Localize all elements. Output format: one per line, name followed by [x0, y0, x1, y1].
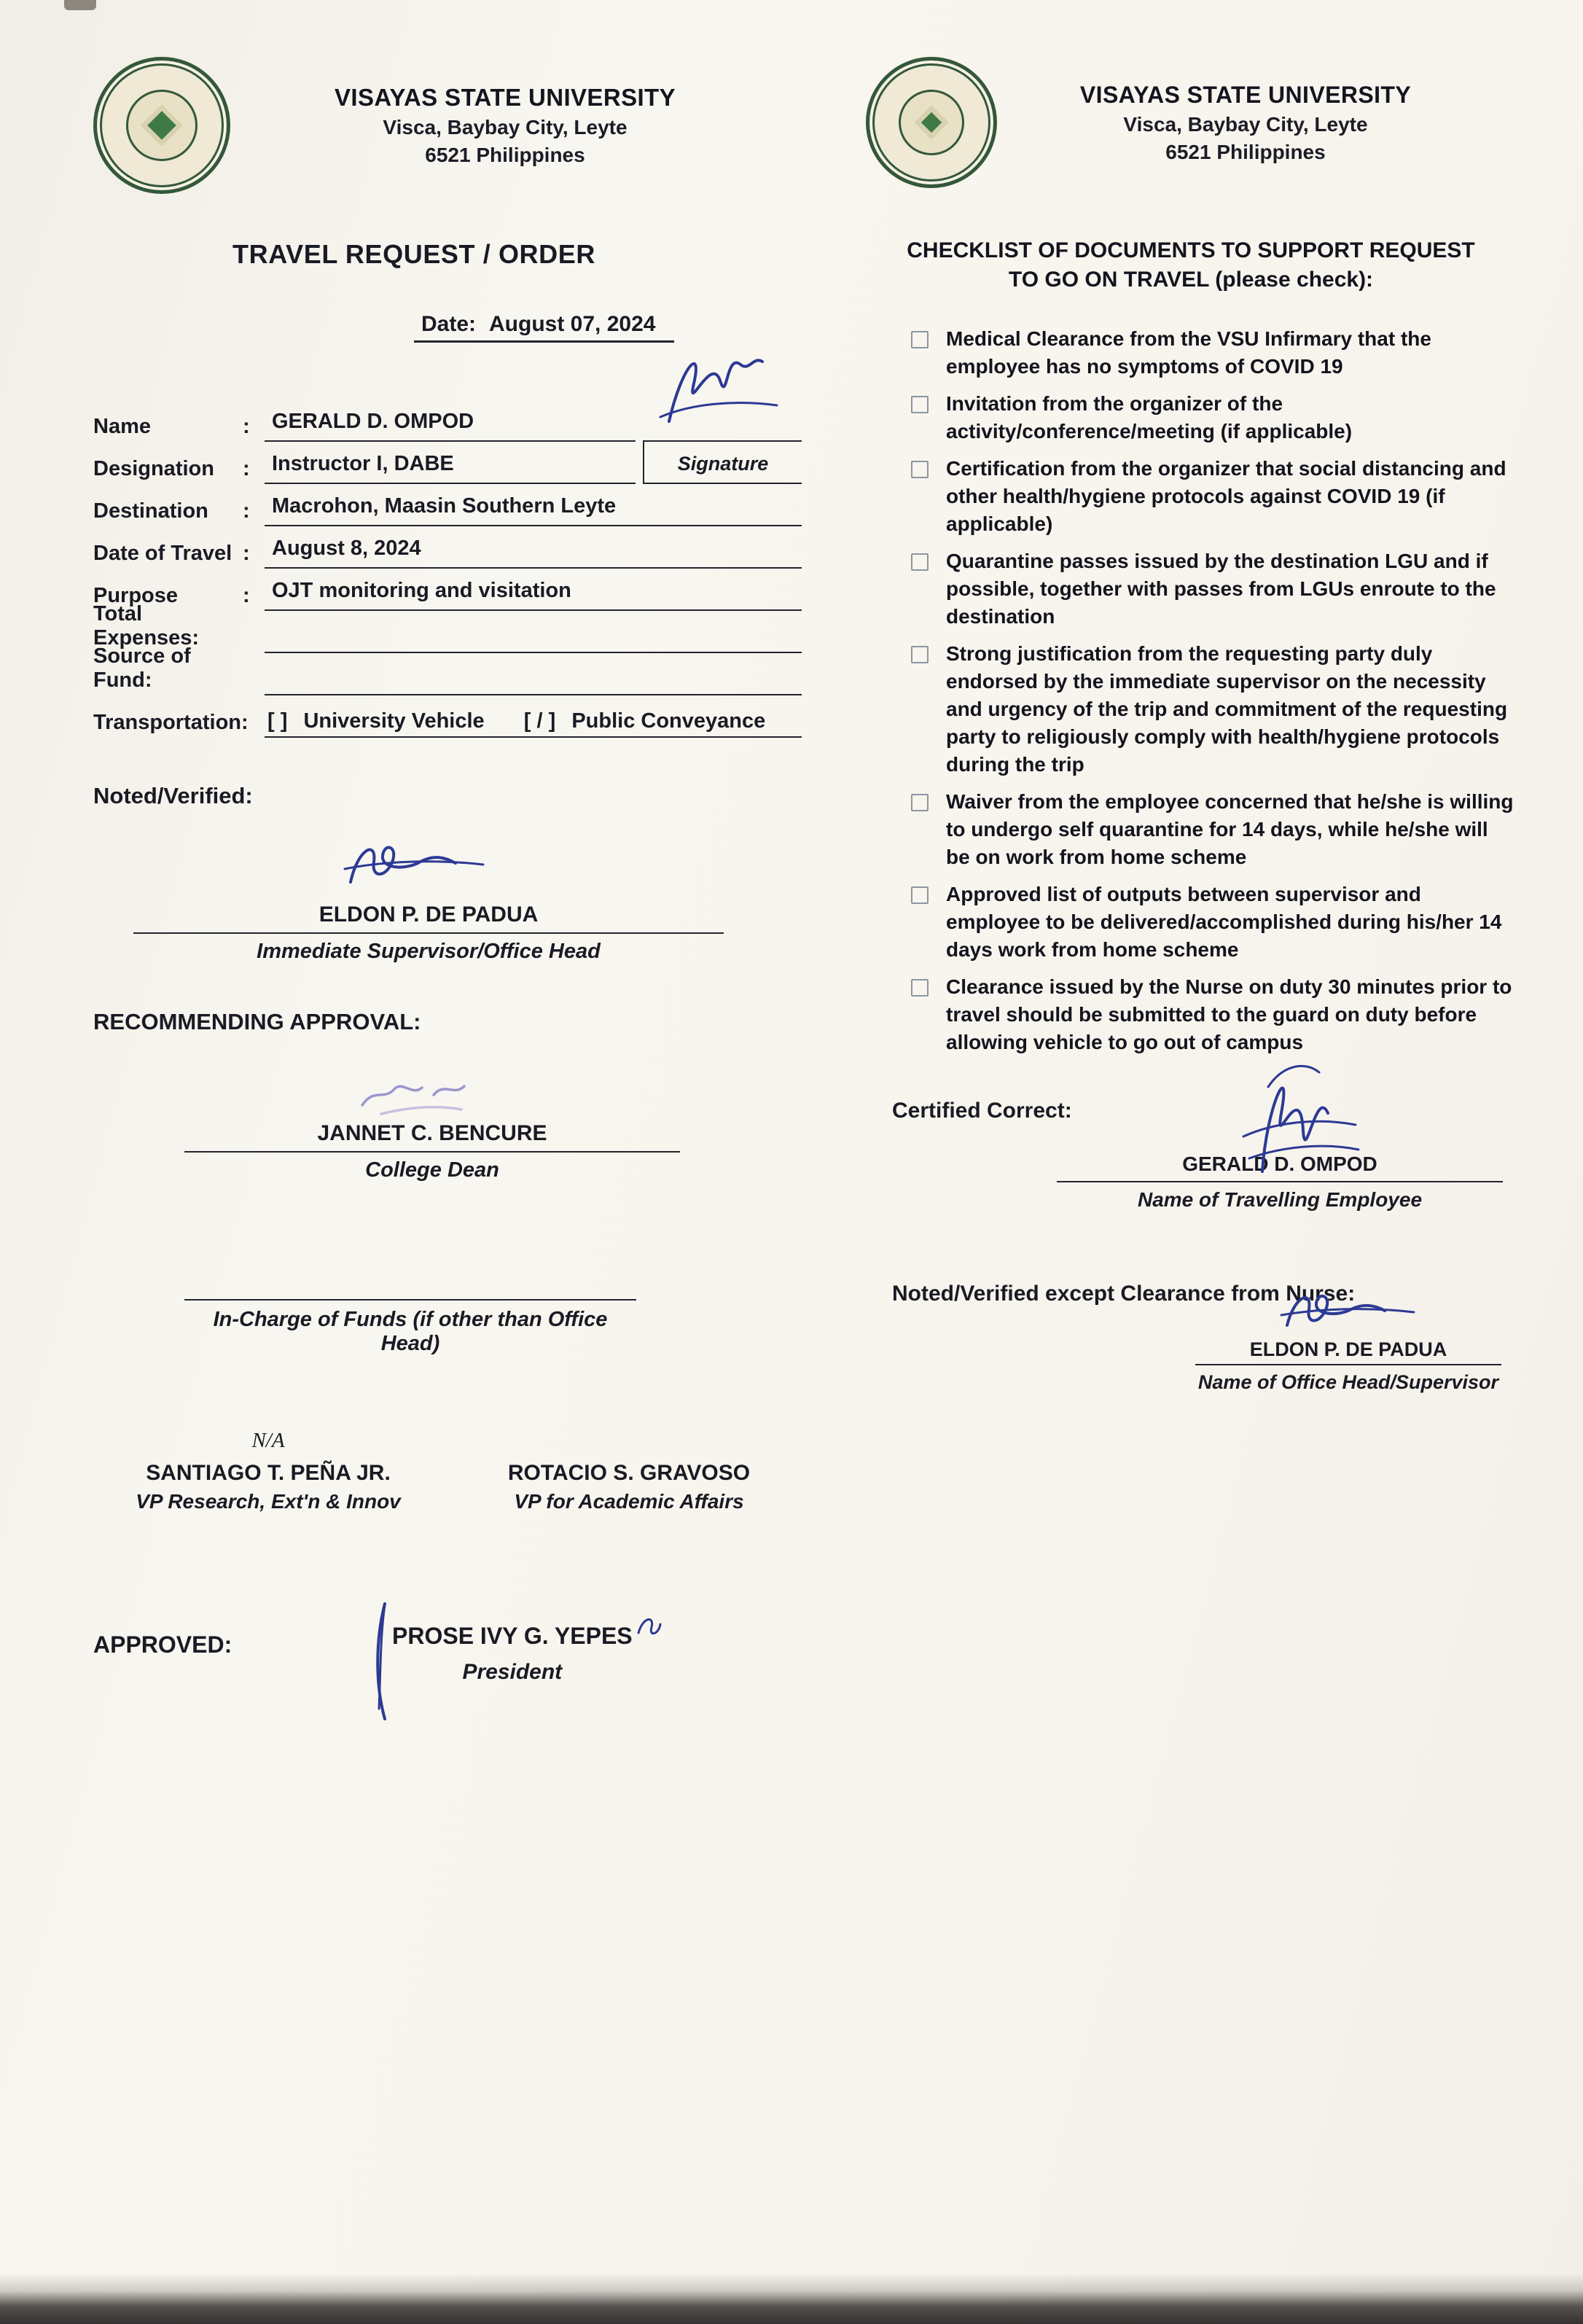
recommending-approval-label: RECOMMENDING APPROVAL: — [93, 1009, 421, 1034]
signature-gerald-icon — [1224, 1043, 1377, 1189]
checklist-item-text: Medical Clearance from the VSU Infirmary that the employee has no symptoms of COVID 19 — [946, 327, 1431, 378]
office-head-name: ELDON P. DE PADUA — [1195, 1338, 1501, 1365]
signature-jannet-icon — [352, 1076, 498, 1127]
seal-diamond-icon — [915, 106, 947, 139]
field-colon: : — [243, 457, 250, 480]
university-header-right — [866, 57, 1516, 188]
field-value — [265, 663, 802, 695]
field-colon — [243, 693, 265, 695]
travel-request-form — [93, 57, 802, 1685]
checkbox-icon — [911, 794, 929, 811]
signature-president-flourish-icon — [633, 1611, 665, 1643]
university-name: VISAYAS STATE UNIVERSITY — [334, 84, 676, 111]
checkbox-icon — [911, 461, 929, 478]
field-colon: : — [243, 542, 250, 565]
signature-gerald-icon — [647, 335, 793, 445]
checkbox-icon — [911, 979, 929, 997]
checkbox-icon — [911, 886, 929, 904]
funds-in-charge-block — [184, 1268, 636, 1356]
field-label: Source of Fund: — [93, 644, 191, 692]
approved-section — [93, 1623, 802, 1685]
seal-inner-ring — [899, 90, 964, 155]
checklist-title-line1: CHECKLIST OF DOCUMENTS TO SUPPORT REQUEST — [907, 238, 1475, 262]
vp-signatories-row — [112, 1429, 802, 1513]
field-row-date-of-travel — [93, 526, 802, 569]
field-value: GERALD D. OMPOD — [265, 410, 636, 442]
signature-eldon-icon — [337, 830, 498, 902]
field-value: OJT monitoring and visitation — [265, 579, 802, 611]
funds-caption: In-Charge of Funds (if other than Office Head) — [213, 1308, 608, 1355]
vp-academic-title: VP for Academic Affairs — [514, 1490, 744, 1513]
field-value — [265, 621, 802, 653]
signature-president-stroke-icon — [359, 1601, 402, 1725]
dean-title: College Dean — [365, 1158, 499, 1182]
field-colon: : — [243, 499, 250, 523]
supervisor-approval-block — [133, 902, 724, 964]
vp-research-block — [112, 1429, 425, 1513]
form-fields — [93, 399, 802, 738]
checklist-title — [866, 236, 1516, 295]
seal-diamond-icon — [141, 105, 183, 147]
public-conveyance-checkbox: [ / ] — [523, 709, 556, 733]
field-colon — [243, 650, 265, 653]
vp-academic-spacer — [461, 1429, 797, 1461]
university-text-block — [997, 82, 1516, 164]
field-label: Designation — [93, 457, 214, 480]
field-label: Name — [93, 415, 151, 438]
field-value: August 8, 2024 — [265, 537, 802, 569]
checklist-item-text: Clearance issued by the Nurse on duty 30 minutes prior to travel should be submitted to the guard on duty before allowing vehicle to go out of campus — [946, 975, 1512, 1053]
approved-label: APPROVED: — [93, 1631, 232, 1658]
field-row-source-of-fund — [93, 644, 802, 695]
vsu-seal-logo — [93, 57, 230, 194]
checklist-item-text: Certification from the organizer that social distancing and other health/hygiene protocols against COVID 19 (if applicable) — [946, 457, 1506, 535]
field-label: Purpose — [93, 584, 179, 607]
checklist-item-text: Approved list of outputs between supervisor and employee to be delivered/accomplished during his/her 14 days work from home scheme — [946, 883, 1502, 961]
supervisor-name: ELDON P. DE PADUA — [133, 902, 724, 934]
field-value: Macrohon, Maasin Southern Leyte — [265, 494, 802, 526]
university-text-block — [230, 84, 802, 167]
checklist-item-text: Strong justification from the requesting party duly endorsed by the immediate supervisor on the necessity and urgency of the trip and commitment of the requesting party to religiously comply with health/hygiene protocols during the trip — [946, 642, 1508, 776]
checkbox-icon — [911, 396, 929, 413]
date-label: Date: — [421, 312, 477, 336]
checklist-item-text: Waiver from the employee concerned that he/she is willing to undergo self quarantine for 14 days, while he/she will be on work from home scheme — [946, 790, 1514, 868]
funds-signature-line — [184, 1268, 636, 1301]
field-colon: : — [243, 584, 250, 607]
checklist-item — [911, 547, 1516, 631]
certified-correct-label: Certified Correct: — [892, 1099, 1072, 1123]
travelling-employee-signature-block — [1057, 1153, 1503, 1212]
university-address-1: Visca, Baybay City, Leyte — [383, 116, 628, 139]
na-note: N/A — [251, 1429, 285, 1452]
signature-eldon-icon — [1275, 1282, 1421, 1344]
travel-checklist-panel — [866, 57, 1516, 1394]
checkbox-icon — [911, 553, 929, 571]
supervisor-title: Immediate Supervisor/Office Head — [257, 940, 601, 963]
president-title: President — [462, 1660, 563, 1684]
date-line — [414, 312, 674, 343]
office-head-caption: Name of Office Head/Supervisor — [1197, 1371, 1499, 1393]
checklist-item — [911, 455, 1516, 538]
scan-edge-shadow — [0, 2273, 1583, 2324]
checklist-item — [911, 390, 1516, 445]
vsu-seal-logo — [866, 57, 997, 188]
travelling-employee-caption: Name of Travelling Employee — [1137, 1188, 1423, 1211]
university-vehicle-label: University Vehicle — [303, 709, 485, 733]
field-row-destination — [93, 484, 802, 526]
employee-signature-cell — [643, 399, 802, 484]
scan-corner-artifact — [64, 0, 96, 10]
checklist-item — [911, 325, 1516, 381]
field-label: Total Expenses: — [93, 602, 200, 650]
public-conveyance-label: Public Conveyance — [571, 709, 766, 733]
vp-academic-block — [461, 1429, 797, 1513]
checkbox-icon — [911, 331, 929, 348]
date-value: August 07, 2024 — [489, 312, 656, 336]
field-colon: : — [243, 415, 250, 438]
vp-academic-name: ROTACIO S. GRAVOSO — [507, 1461, 751, 1485]
checklist-item — [911, 881, 1516, 964]
checklist — [911, 325, 1516, 1056]
checklist-item — [911, 640, 1516, 779]
university-name: VISAYAS STATE UNIVERSITY — [1079, 81, 1412, 108]
dean-approval-block — [184, 1121, 680, 1182]
transportation-label: Transportation: — [93, 711, 249, 734]
noted-verified-label: Noted/Verified: — [93, 783, 253, 808]
office-head-signature-block — [1195, 1338, 1501, 1394]
seal-inner-ring — [126, 90, 198, 161]
travelling-employee-name: GERALD D. OMPOD — [1057, 1153, 1503, 1182]
checkbox-icon — [911, 646, 929, 663]
signature-area — [643, 399, 802, 442]
vp-research-title: VP Research, Ext'n & Innov — [136, 1490, 401, 1513]
dean-name: JANNET C. BENCURE — [184, 1121, 680, 1153]
field-label: Date of Travel — [93, 542, 232, 565]
checklist-title-line2: TO GO ON TRAVEL (please check): — [1008, 268, 1374, 292]
form-title: TRAVEL REQUEST / ORDER — [232, 239, 595, 269]
university-address-2: 6521 Philippines — [425, 144, 585, 166]
checklist-item — [911, 973, 1516, 1056]
university-address-2: 6521 Philippines — [1165, 140, 1326, 163]
noted-verified-except-nurse-label: Noted/Verified except Clearance from Nurse: — [892, 1282, 1356, 1306]
field-value: Instructor I, DABE — [265, 452, 636, 484]
checklist-item-text: Invitation from the organizer of the activity/conference/meeting (if applicable) — [946, 392, 1353, 442]
president-name: PROSE IVY G. YEPES — [392, 1623, 633, 1649]
university-header-left — [93, 57, 802, 194]
university-vehicle-checkbox: [ ] — [267, 709, 288, 733]
signature-caption: Signature — [643, 442, 802, 484]
field-row-transportation — [93, 695, 802, 738]
field-label: Destination — [93, 499, 208, 523]
president-approval-block — [392, 1623, 633, 1685]
vp-research-name: SANTIAGO T. PEÑA JR. — [146, 1461, 391, 1485]
checklist-item — [911, 788, 1516, 871]
university-address-1: Visca, Baybay City, Leyte — [1123, 112, 1368, 136]
checklist-item-text: Quarantine passes issued by the destination LGU and if possible, together with passes from LGUs enroute to the destination — [946, 550, 1496, 628]
transportation-options — [265, 709, 802, 738]
